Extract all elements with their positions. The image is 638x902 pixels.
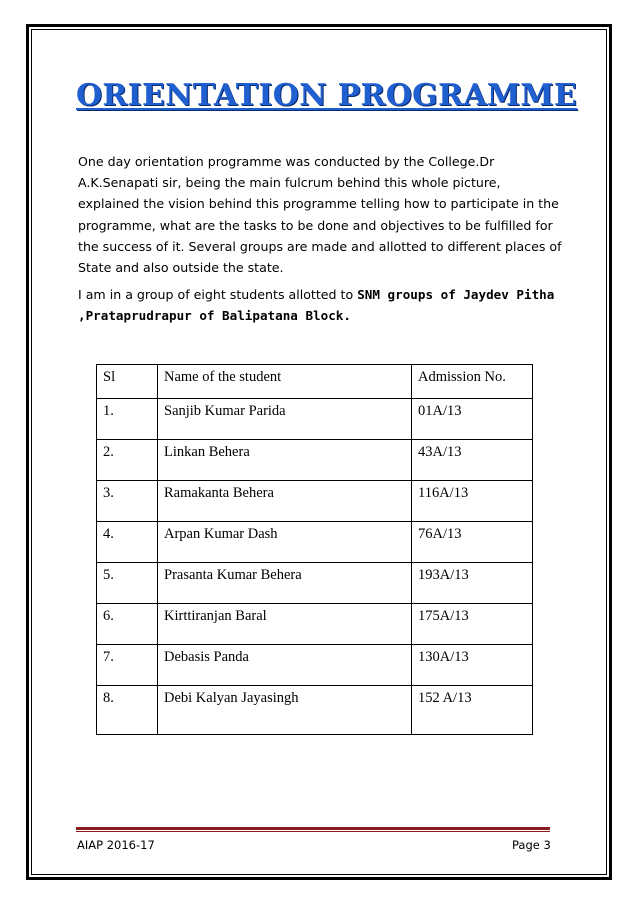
cell-admission: 43A/13: [412, 440, 533, 481]
header-sl: Sl: [97, 365, 158, 399]
page-number: 3: [543, 838, 551, 852]
cell-name: Linkan Behera: [158, 440, 412, 481]
cell-name: Kirttiranjan Baral: [158, 604, 412, 645]
cell-name: Debasis Panda: [158, 645, 412, 686]
cell-admission: 152 A/13: [412, 686, 533, 735]
students-table: [96, 364, 533, 735]
cell-admission: 116A/13: [412, 481, 533, 522]
cell-name: Ramakanta Behera: [158, 481, 412, 522]
cell-admission: 01A/13: [412, 399, 533, 440]
cell-admission: 76A/13: [412, 522, 533, 563]
table-row: [97, 522, 533, 563]
table-row: [97, 481, 533, 522]
group-paragraph: [78, 284, 568, 326]
cell-name: Debi Kalyan Jayasingh: [158, 686, 412, 735]
cell-sl: 1.: [97, 399, 158, 440]
footer-page-number: [512, 838, 551, 852]
cell-sl: 2.: [97, 440, 158, 481]
cell-admission: 130A/13: [412, 645, 533, 686]
table-header-row: [97, 365, 533, 399]
header-name: Name of the student: [158, 365, 412, 399]
table-row: [97, 645, 533, 686]
intro-paragraph: One day orientation programme was conducted by the College.Dr A.K.Senapati sir, being the main fulcrum behind this whole picture, explained the vision behind this programme telling how to participate in the programme, what are the tasks to be done and objectives to be fulfilled for the success of it. Several groups are made and allotted to different places of State and also outside the state.: [78, 154, 562, 276]
group-paragraph-bold: SNM groups of Jaydev Pitha ,Prataprudrapur of Balipatana Block.: [78, 287, 555, 323]
cell-sl: 7.: [97, 645, 158, 686]
table-row: [97, 440, 533, 481]
cell-admission: 193A/13: [412, 563, 533, 604]
page-title: ORIENTATION PROGRAMME: [76, 78, 578, 113]
cell-name: Prasanta Kumar Behera: [158, 563, 412, 604]
table-row: [97, 686, 533, 735]
cell-sl: 8.: [97, 686, 158, 735]
cell-sl: 5.: [97, 563, 158, 604]
page-label: Page: [512, 838, 540, 852]
footer-divider-thin: [76, 831, 550, 832]
cell-admission: 175A/13: [412, 604, 533, 645]
cell-name: Arpan Kumar Dash: [158, 522, 412, 563]
header-admission: Admission No.: [412, 365, 533, 399]
footer-program-label: AIAP 2016-17: [77, 838, 155, 852]
cell-sl: 4.: [97, 522, 158, 563]
cell-name: Sanjib Kumar Parida: [158, 399, 412, 440]
cell-sl: 6.: [97, 604, 158, 645]
table-row: [97, 604, 533, 645]
table-row: [97, 563, 533, 604]
table-row: [97, 399, 533, 440]
cell-sl: 3.: [97, 481, 158, 522]
group-paragraph-text: I am in a group of eight students allotted to: [78, 287, 358, 302]
footer-divider: [76, 827, 550, 830]
